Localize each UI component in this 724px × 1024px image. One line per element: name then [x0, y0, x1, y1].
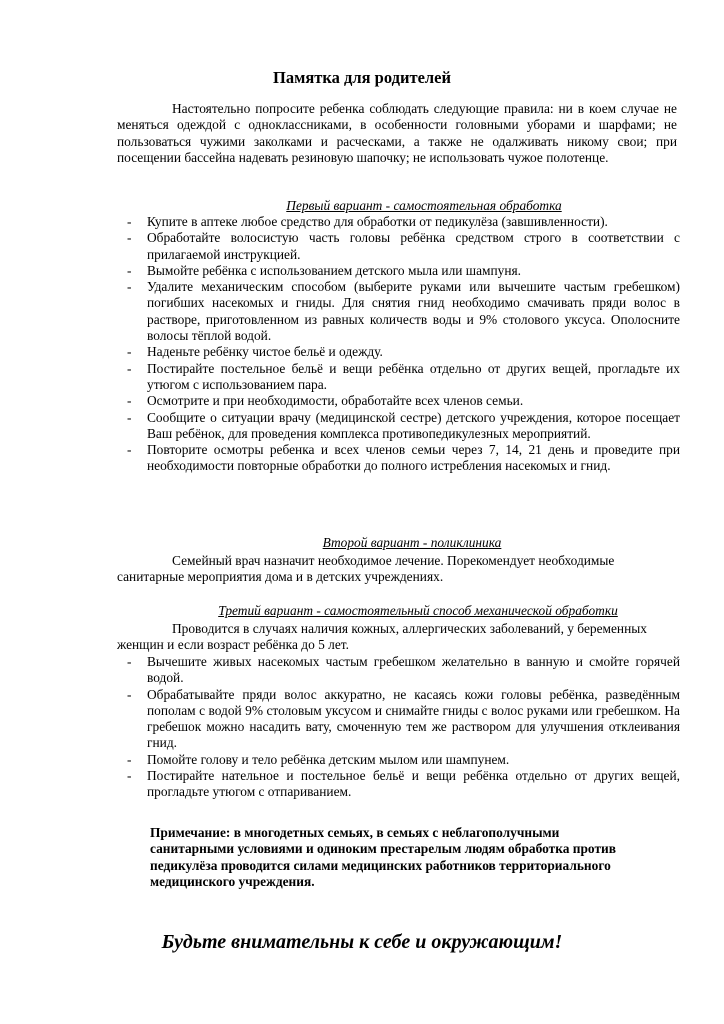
list-item: [117, 344, 680, 360]
note-paragraph: [150, 825, 630, 890]
list-item-text: Обрабатывайте пряди волос аккуратно, не касаясь кожи головы ребёнка, разведённым пополам с водой 9% столовым уксусом и снимайте гниды с волос руками или гребешком. На гребешок можно насадить вату, смоченную тем же раствором для улучшения отклеивания гнид.: [147, 686, 680, 751]
list-item-text: Сообщите о ситуации врачу (медицинской сестре) детского учреждения, которое посещает Ваш ребёнок, для проведения комплекса противопедикулезных мероприятий.: [147, 409, 680, 441]
note-label: Примечание:: [150, 825, 231, 840]
bullet-dash: -: [127, 768, 132, 784]
bullet-dash: -: [127, 751, 132, 767]
list-item: [117, 393, 680, 409]
list-item-text: Вычешите живых насекомых частым гребешком желательно в ванную и смойте горячей водой.: [147, 654, 680, 686]
bullet-dash: -: [127, 686, 132, 702]
section2-heading: [0, 535, 724, 551]
list-item-text: Повторите осмотры ребенка и всех членов семьи через 7, 14, 21 день и проведите при необходимости повторные обработки до полного истребления насекомых и гнид.: [147, 442, 680, 474]
bullet-dash: -: [127, 442, 132, 458]
list-item: [117, 442, 680, 475]
list-item-text: Удалите механическим способом (выберите руками или вычешите частым гребешком) погибших насекомых и гниды. Для снятия гнид необходимо смачивать пряди волос в растворе, приготовленном из равных количеств воды и 9% столового уксуса. Ополосните волосы тёплой водой.: [147, 279, 680, 344]
section2-text: Семейный врач назначит необходимое лечение. Порекомендует необходимые санитарные мероприятия дома и в детских учреждениях.: [117, 553, 615, 585]
section3-heading-text: Третий вариант - самостоятельный способ механической обработки: [218, 603, 618, 618]
list-item-text: Осмотрите и при необходимости, обработайте всех членов семьи.: [147, 393, 524, 409]
bullet-dash: -: [127, 279, 132, 295]
list-item-text: Постирайте постельное бельё и вещи ребёнка отдельно от других вещей, прогладьте их утюгом с использованием пара.: [147, 360, 680, 392]
document-title: Памятка для родителей: [273, 68, 451, 87]
bullet-dash: -: [127, 230, 132, 246]
bullet-dash: -: [127, 409, 132, 425]
intro-paragraph: [117, 101, 677, 166]
section1-list: [117, 214, 680, 475]
list-item-text: Помойте голову и тело ребёнка детским мылом или шампунем.: [147, 751, 510, 767]
bullet-dash: -: [127, 214, 132, 229]
section2-heading-text: Второй вариант - поликлиника: [322, 535, 502, 550]
list-item-text: Вымойте ребёнка с использованием детского мыла или шампуня.: [147, 262, 522, 278]
list-item-text: Обработайте волосистую часть головы ребёнка средством строго в соответствии с прилагаемой инструкцией.: [147, 230, 680, 262]
section1-heading-text: Первый вариант - самостоятельная обработка: [286, 198, 562, 213]
bullet-dash: -: [127, 360, 132, 376]
list-item: [117, 214, 680, 230]
intro-text: Настоятельно попросите ребенка соблюдать следующие правила: ни в коем случае не меняться одеждой с одноклассниками, в особенности головными уборами и шарфами; не пользоваться чужими заколками и расческами, а также не одалживать никому свои; при посещении бассейна надевать резиновую шапочку; не использовать чужое полотенце.: [117, 101, 677, 165]
list-item: [117, 230, 680, 263]
bullet-dash: -: [127, 654, 132, 669]
list-item: [117, 410, 680, 443]
bullet-dash: -: [127, 393, 132, 409]
section3-text: Проводится в случаях наличия кожных, аллергических заболеваний, у беременных женщин и если возраст ребёнка до 5 лет.: [117, 621, 647, 653]
list-item-text: Наденьте ребёнку чистое бельё и одежду.: [147, 344, 383, 360]
list-item: [117, 752, 680, 768]
list-item: [117, 263, 680, 279]
bullet-dash: -: [127, 344, 132, 360]
section1-heading: [0, 198, 724, 214]
list-item: [117, 654, 680, 687]
section3-heading: [0, 603, 724, 619]
list-item: [117, 768, 680, 801]
list-item-text: Купите в аптеке любое средство для обработки от педикулёза (завшивленности).: [147, 214, 608, 229]
list-item-text: Постирайте нательное и постельное бельё и вещи ребёнка отдельно от других вещей, прогладьте утюгом с отпариванием.: [147, 768, 680, 800]
closing-slogan: Будьте внимательны к себе и окружающим!: [161, 931, 563, 953]
bullet-dash: -: [127, 262, 132, 278]
list-item: [117, 361, 680, 394]
note-text: в многодетных семьях, в семьях с неблагополучными санитарными условиями и одиноким престарелым людям обработка против педикулёза проводится силами медицинских работников территориального медицинского учреждения.: [150, 825, 616, 889]
list-item: [117, 687, 680, 752]
list-item: [117, 279, 680, 344]
section3-list: [117, 654, 680, 801]
